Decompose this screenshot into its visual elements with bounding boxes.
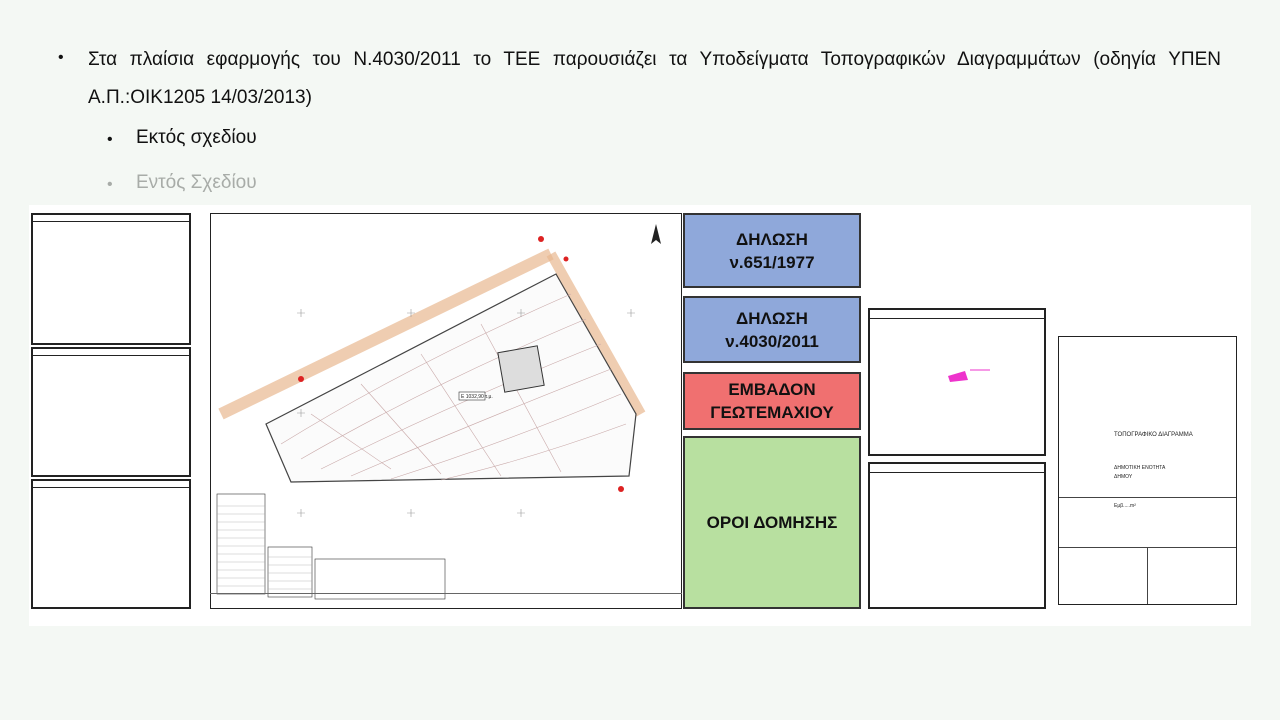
plot-area-label: Ε 1032,90 τ.μ. xyxy=(461,394,493,400)
overlay-oroi-domisis: ΟΡΟΙ ΔΟΜΗΣΗΣ xyxy=(683,436,861,609)
title-label-dimou: ΔΗΜΟΥ xyxy=(1114,474,1133,480)
plan-drawing xyxy=(210,213,682,609)
bullet-dot: • xyxy=(107,131,113,148)
title-block xyxy=(1058,336,1237,605)
bullet-main-text: Στα πλαίσια εφαρμογής του Ν.4030/2011 το ΤΕΕ παρουσιάζει τα Υποδείγματα Τοπογραφικών Διαγραμμάτων (οδηγία ΥΠΕΝ Α.Π.:ΟΙΚ1205 14/03/2013) xyxy=(88,49,1221,108)
bullet-ektos-sxediou: Εκτός σχεδίου xyxy=(136,127,257,148)
plan-scale-bar xyxy=(210,593,682,610)
left-panel-2 xyxy=(31,347,191,477)
location-marker-svg xyxy=(870,318,1044,458)
overlay-dilosi-4030: ΔΗΛΩΣΗ ν.4030/2011 xyxy=(683,296,861,363)
title-label-enotita: ΔΗΜΟΤΙΚΗ ΕΝΟΤΗΤΑ xyxy=(1114,465,1166,471)
overlay-emvadon: ΕΜΒΑΔΟΝ ΓΕΩΤΕΜΑΧΙΟΥ xyxy=(683,372,861,430)
bullet-dot: • xyxy=(58,49,64,66)
title-label-emvadon: Εμβ.....m² xyxy=(1114,503,1136,509)
bullet-entos-sxediou: Εντός Σχεδίου xyxy=(136,172,257,193)
location-map-panel xyxy=(868,308,1046,456)
left-panel-3 xyxy=(31,479,191,609)
bullet-dot: • xyxy=(107,176,113,193)
plan-svg xyxy=(211,214,681,608)
overlay-dilosi-651: ΔΗΛΩΣΗ ν.651/1977 xyxy=(683,213,861,288)
topographic-diagram-figure xyxy=(29,205,1251,626)
left-panel-1 xyxy=(31,213,191,345)
title-label-diagram: ΤΟΠΟΓΡΑΦΙΚΟ ΔΙΑΓΡΑΜΜΑ xyxy=(1114,432,1193,438)
notes-panel xyxy=(868,462,1046,609)
